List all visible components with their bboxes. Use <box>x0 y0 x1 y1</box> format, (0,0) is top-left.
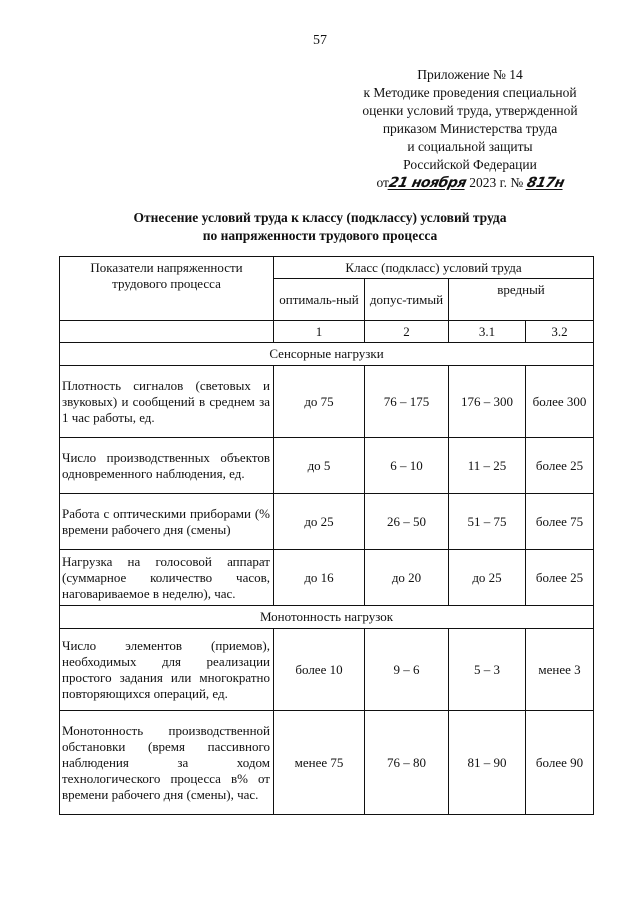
header-acceptable: допус-тимый <box>365 279 449 321</box>
labor-intensity-table <box>59 256 594 815</box>
value-cell: 76 – 175 <box>365 366 449 438</box>
section-title: Монотонность нагрузок <box>60 606 594 629</box>
appendix-line: и социальной защиты <box>407 139 533 154</box>
handwritten-number: 817н <box>524 175 566 191</box>
value-cell: 81 – 90 <box>449 711 526 815</box>
header-optimal: оптималь-ный <box>274 279 365 321</box>
value-cell: 26 – 50 <box>365 494 449 550</box>
appendix-line: Приложение № 14 <box>417 67 523 82</box>
value-cell: 51 – 75 <box>449 494 526 550</box>
indicator-cell: Число элементов (приемов), необходимых для реализации простого задания или многократно повторяющихся операций, ед. <box>60 629 274 711</box>
value-cell: более 25 <box>526 438 594 494</box>
header-indicator-spacer <box>60 321 274 343</box>
value-cell: 9 – 6 <box>365 629 449 711</box>
value-cell: 5 – 3 <box>449 629 526 711</box>
title-line-2: по напряженности трудового процесса <box>202 228 438 243</box>
appendix-line: к Методике проведения специальной <box>363 85 577 100</box>
appendix-line: Российской Федерации <box>403 157 537 172</box>
value-cell: до 75 <box>274 366 365 438</box>
value-cell: 6 – 10 <box>365 438 449 494</box>
value-cell: до 5 <box>274 438 365 494</box>
appendix-header <box>330 66 610 192</box>
handwritten-date: 21 ноября <box>387 175 468 191</box>
value-cell: более 300 <box>526 366 594 438</box>
date-prefix: от <box>376 175 389 190</box>
indicator-cell: Плотность сигналов (световых и звуковых) и сообщений в среднем за 1 час работы, ед. <box>60 366 274 438</box>
order-date-line <box>330 174 610 192</box>
value-cell: более 25 <box>526 550 594 606</box>
header-code: 2 <box>365 321 449 343</box>
value-cell: до 20 <box>365 550 449 606</box>
appendix-line: приказом Министерства труда <box>382 121 558 136</box>
value-cell: менее 75 <box>274 711 365 815</box>
year-text: 2023 г. № <box>469 175 524 190</box>
indicator-cell: Нагрузка на голосовой аппарат (суммарное количество часов, наговариваемое в неделю), час. <box>60 550 274 606</box>
indicator-cell: Работа с оптическими приборами (% времени рабочего дня (смены) <box>60 494 274 550</box>
page-number: 57 <box>313 33 327 48</box>
header-code: 3.1 <box>449 321 526 343</box>
value-cell: 11 – 25 <box>449 438 526 494</box>
appendix-line: оценки условий труда, утвержденной <box>362 103 578 118</box>
value-cell: 76 – 80 <box>365 711 449 815</box>
header-indicator: Показатели напряженности трудового процесса <box>60 257 274 321</box>
indicator-cell: Число производственных объектов одновременного наблюдения, ед. <box>60 438 274 494</box>
value-cell: более 10 <box>274 629 365 711</box>
value-cell: менее 3 <box>526 629 594 711</box>
section-title: Сенсорные нагрузки <box>60 343 594 366</box>
header-code: 3.2 <box>526 321 594 343</box>
value-cell: более 75 <box>526 494 594 550</box>
indicator-cell: Монотонность производственной обстановки (время пассивного наблюдения за ходом технологического процесса в% от времени рабочего дня (смены), час. <box>60 711 274 815</box>
value-cell: до 25 <box>274 494 365 550</box>
value-cell: более 90 <box>526 711 594 815</box>
value-cell: до 25 <box>449 550 526 606</box>
header-harmful: вредный <box>449 279 594 321</box>
value-cell: до 16 <box>274 550 365 606</box>
title-line-1: Отнесение условий труда к классу (подклассу) условий труда <box>133 210 507 225</box>
header-code: 1 <box>274 321 365 343</box>
document-title <box>90 209 550 245</box>
header-class-group: Класс (подкласс) условий труда <box>274 257 594 279</box>
value-cell: 176 – 300 <box>449 366 526 438</box>
